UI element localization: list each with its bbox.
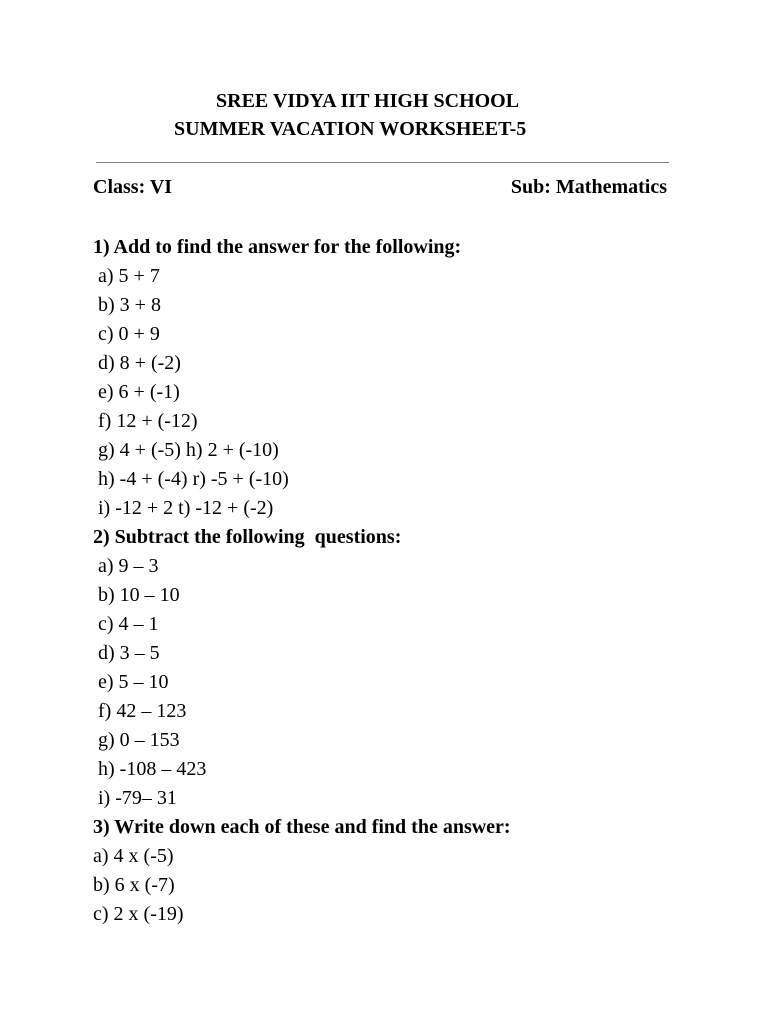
question-item: c) 4 – 1	[98, 613, 159, 635]
subject-label: Sub: Mathematics	[510, 176, 667, 198]
header-divider	[96, 162, 669, 163]
class-label: Class: VI	[93, 176, 173, 198]
question-item: e) 6 + (-1)	[98, 381, 180, 403]
question-item: a) 4 x (-5)	[93, 845, 174, 867]
school-name: SREE VIDYA IIT HIGH SCHOOL	[216, 90, 520, 112]
question-item: e) 5 – 10	[98, 671, 169, 693]
question-item: h) -4 + (-4) r) -5 + (-10)	[98, 468, 289, 490]
question-item: b) 3 + 8	[98, 294, 161, 316]
section-2-heading: 2) Subtract the following questions:	[93, 526, 402, 548]
worksheet-title: SUMMER VACATION WORKSHEET-5	[174, 118, 527, 140]
question-item: h) -108 – 423	[98, 758, 207, 780]
question-item: i) -79– 31	[98, 787, 177, 809]
question-item: i) -12 + 2 t) -12 + (-2)	[98, 497, 274, 519]
question-item: f) 12 + (-12)	[98, 410, 198, 432]
question-item: f) 42 – 123	[98, 700, 187, 722]
question-item: c) 0 + 9	[98, 323, 160, 345]
question-item: b) 10 – 10	[98, 584, 180, 606]
question-sections	[0, 233, 768, 929]
question-item: b) 6 x (-7)	[93, 874, 175, 896]
question-item: d) 8 + (-2)	[98, 352, 181, 374]
question-item: a) 9 – 3	[98, 555, 159, 577]
question-item: a) 5 + 7	[98, 265, 160, 287]
question-item: g) 0 – 153	[98, 729, 180, 751]
question-item: g) 4 + (-5) h) 2 + (-10)	[98, 439, 279, 461]
section-3-heading: 3) Write down each of these and find the answer:	[93, 816, 511, 838]
section-1-heading: 1) Add to find the answer for the following:	[93, 236, 462, 258]
question-item: c) 2 x (-19)	[93, 903, 184, 925]
question-item: d) 3 – 5	[98, 642, 160, 664]
